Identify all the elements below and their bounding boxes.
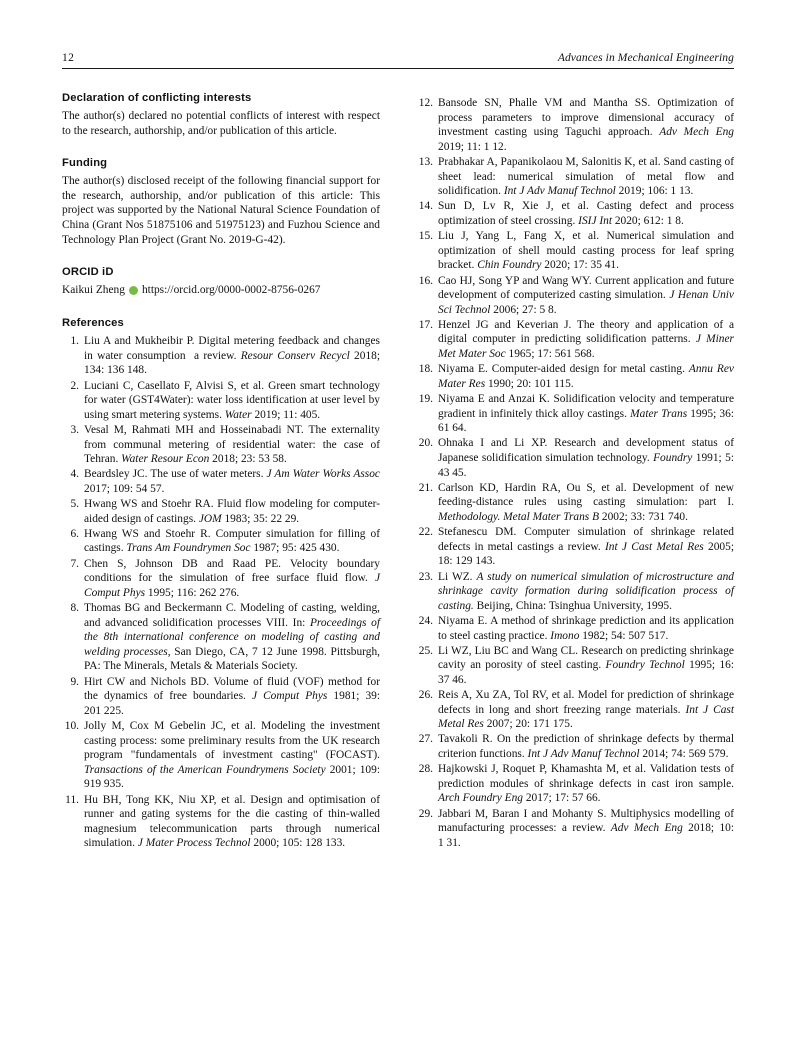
reference-item-17: Henzel JG and Keverian J. The theory and application of a digital computer in predicting solidification patterns. J Miner Met Mater Soc 1965; 17: 561 568.	[438, 318, 734, 361]
orcid-url[interactable]: https://orcid.org/0000-0002-8756-0267	[141, 284, 321, 297]
orcid-green-circle-icon	[129, 286, 138, 295]
page-folio: 12	[62, 52, 75, 64]
reference-item-4: Beardsley JC. The use of water meters. J Am Water Works Assoc 2017; 109: 54 57.	[84, 468, 380, 495]
orcid-heading: ORCID iD	[62, 266, 114, 279]
reference-item-23: Li WZ. A study on numerical simulation of microstructure and shrinkage cavity formation during solidification process of casting. Beijing, China: Tsinghua University, 1995.	[438, 570, 734, 612]
reference-item-22: Stefanescu DM. Computer simulation of shrinkage related defects in metal castings a review. Int J Cast Metal Res 2005; 18: 129 143.	[438, 526, 734, 568]
reference-item-3: Vesal M, Rahmati MH and Hosseinabadi NT. The externality from communal metering of residential water: the case of Tehran. Water Resour Econ 2018; 23: 53 58.	[84, 423, 380, 466]
reference-item-21: Carlson KD, Hardin RA, Ou S, et al. Development of new feeding-distance rules using casting simulation: part I. Methodology. Metal Mater Trans B 2002; 33: 731 740.	[438, 481, 734, 523]
reference-item-16: Cao HJ, Song YP and Wang WY. Current application and future development of computerized casting simulation. J Henan Univ Sci Technol 2006; 27: 5 8.	[438, 274, 734, 316]
reference-item-9: Hirt CW and Nichols BD. Volume of fluid (VOF) method for the dynamics of free boundaries. J Comput Phys 1981; 39: 201 225.	[84, 675, 381, 717]
orcid-line	[62, 283, 380, 298]
reference-item-19: Niyama E and Anzai K. Solidification velocity and temperature gradient in infinitely thick alloy castings. Mater Trans 1995; 36: 61 64.	[438, 393, 734, 435]
declaration-heading: Declaration of conflicting interests	[62, 92, 252, 104]
reference-item-29: Jabbari M, Baran I and Mohanty S. Multiphysics modelling of manufacturing processes: a review. Adv Mech Eng 2018; 10: 1 31.	[438, 807, 734, 849]
reference-item-11: Hu BH, Tong KK, Niu XP, et al. Design and optimisation of runner and gating systems for the die casting of thin-walled magnesium telecommunication parts through numerical simulation. J Mater Process Technol 2000; 105: 128 133.	[84, 793, 380, 850]
reference-list-right	[416, 96, 734, 850]
reference-item-27: Tavakoli R. On the prediction of shrinkage defects by thermal criterion functions. Int J Adv Manuf Technol 2014; 74: 569 579.	[438, 733, 734, 761]
reference-item-14: Sun D, Lv R, Xie J, et al. Casting defect and process optimization of steel crossing. ISIJ Int 2020; 612: 1 8.	[438, 200, 734, 227]
declaration-text: The author(s) declared no potential conflicts of interest with respect to the research, authorship, and/or publication of this article.	[62, 110, 380, 137]
reference-item-8: Thomas BG and Beckermann C. Modeling of casting, welding, and advanced solidification processes VIII. In: Proceedings of the 8th international conference on modeling of casting and welding processes, San Diego, CA, 7 12 June 1998. Pittsburgh, PA: The Minerals, Metals & Materials Society.	[84, 602, 380, 673]
reference-item-25: Li WZ, Liu BC and Wang CL. Research on predicting shrinkage cavity an porosity of steel casting. Foundry Technol 1995; 16: 37 46.	[438, 644, 734, 686]
journal-title: Advances in Mechanical Engineering	[557, 52, 734, 64]
right-column	[416, 92, 734, 851]
reference-item-26: Reis A, Xu ZA, Tol RV, et al. Model for prediction of shrinkage defects in long and short freezing range materials. Int J Cast Metal Res 2007; 20: 171 175.	[438, 689, 735, 731]
reference-item-12: Bansode SN, Phalle VM and Mantha SS. Optimization of process parameters to improve dimensional accuracy of investment casting using Taguchi approach. Adv Mech Eng 2019; 11: 1 12.	[438, 97, 734, 153]
funding-heading: Funding	[62, 157, 108, 170]
reference-item-20: Ohnaka I and Li XP. Research and development status of Japanese solidification simulation technology. Foundry 1991; 5: 43 45.	[438, 437, 734, 479]
reference-item-1: Liu A and Mukheibir P. Digital metering feedback and changes in water consumption a review. Resour Conserv Recycl 2018; 134: 136 148.	[84, 335, 380, 377]
two-column-body	[62, 92, 734, 851]
reference-item-5: Hwang WS and Stoehr RA. Fluid flow modeling for computer-aided design of castings. JOM 1983; 35: 22 29.	[84, 498, 380, 525]
reference-item-2: Luciani C, Casellato F, Alvisi S, et al. Green smart technology for water (GST4Water): water loss identification at user level by using smart metering systems. Water 2019; 11: 405.	[84, 379, 380, 421]
funding-text: The author(s) disclosed receipt of the following financial support for the research, authorship, and/or publication of this article: This project was supported by the National Natural Science Foundation of China (Grant Nos 51875106 and 51975123) and Fuzhou Science and Technology Plan Project (Grant No. 2019-G-42).	[62, 175, 380, 246]
reference-item-7: Chen S, Johnson DB and Raad PE. Velocity boundary conditions for the simulation of free surface fluid flow. J Comput Phys 1995; 116: 262 276.	[84, 557, 380, 599]
reference-item-13: Prabhakar A, Papanikolaou M, Salonitis K, et al. Sand casting of sheet lead: numerical simulation of metal flow and solidification. Int J Adv Manuf Technol 2019; 106: 1 13.	[438, 155, 734, 198]
reference-list-left	[62, 334, 380, 851]
reference-item-18: Niyama E. Computer-aided design for metal casting. Annu Rev Mater Res 1990; 20: 101 115.	[438, 363, 734, 390]
reference-item-10: Jolly M, Cox M Gebelin JC, et al. Modeling the investment casting process: some preliminary results from the UK research program "fundamentals of investment casting" (FOCAST). Transactions of the American Foundrymens Society 2001; 109: 919 935.	[84, 719, 380, 791]
reference-item-24: Niyama E. A method of shrinkage prediction and its application to steel casting practice. Imono 1982; 54: 507 517.	[438, 614, 734, 642]
orcid-author-name: Kaikui Zheng	[62, 284, 125, 297]
reference-item-6: Hwang WS and Stoehr R. Computer simulation for filling of castings. Trans Am Foundrymen Soc 1987; 95: 425 430.	[84, 527, 380, 555]
left-column	[62, 92, 380, 851]
reference-item-15: Liu J, Yang L, Fang X, et al. Numerical simulation and optimization of shell mould casting process for leaf spring bracket. Chin Foundry 2020; 17: 35 41.	[438, 230, 734, 272]
reference-item-28: Hajkowski J, Roquet P, Khamashta M, et al. Validation tests of prediction modules of shrinkage defects in cast iron sample. Arch Foundry Eng 2017; 17: 57 66.	[438, 763, 734, 805]
references-heading: References	[62, 317, 124, 330]
running-head	[62, 52, 734, 69]
